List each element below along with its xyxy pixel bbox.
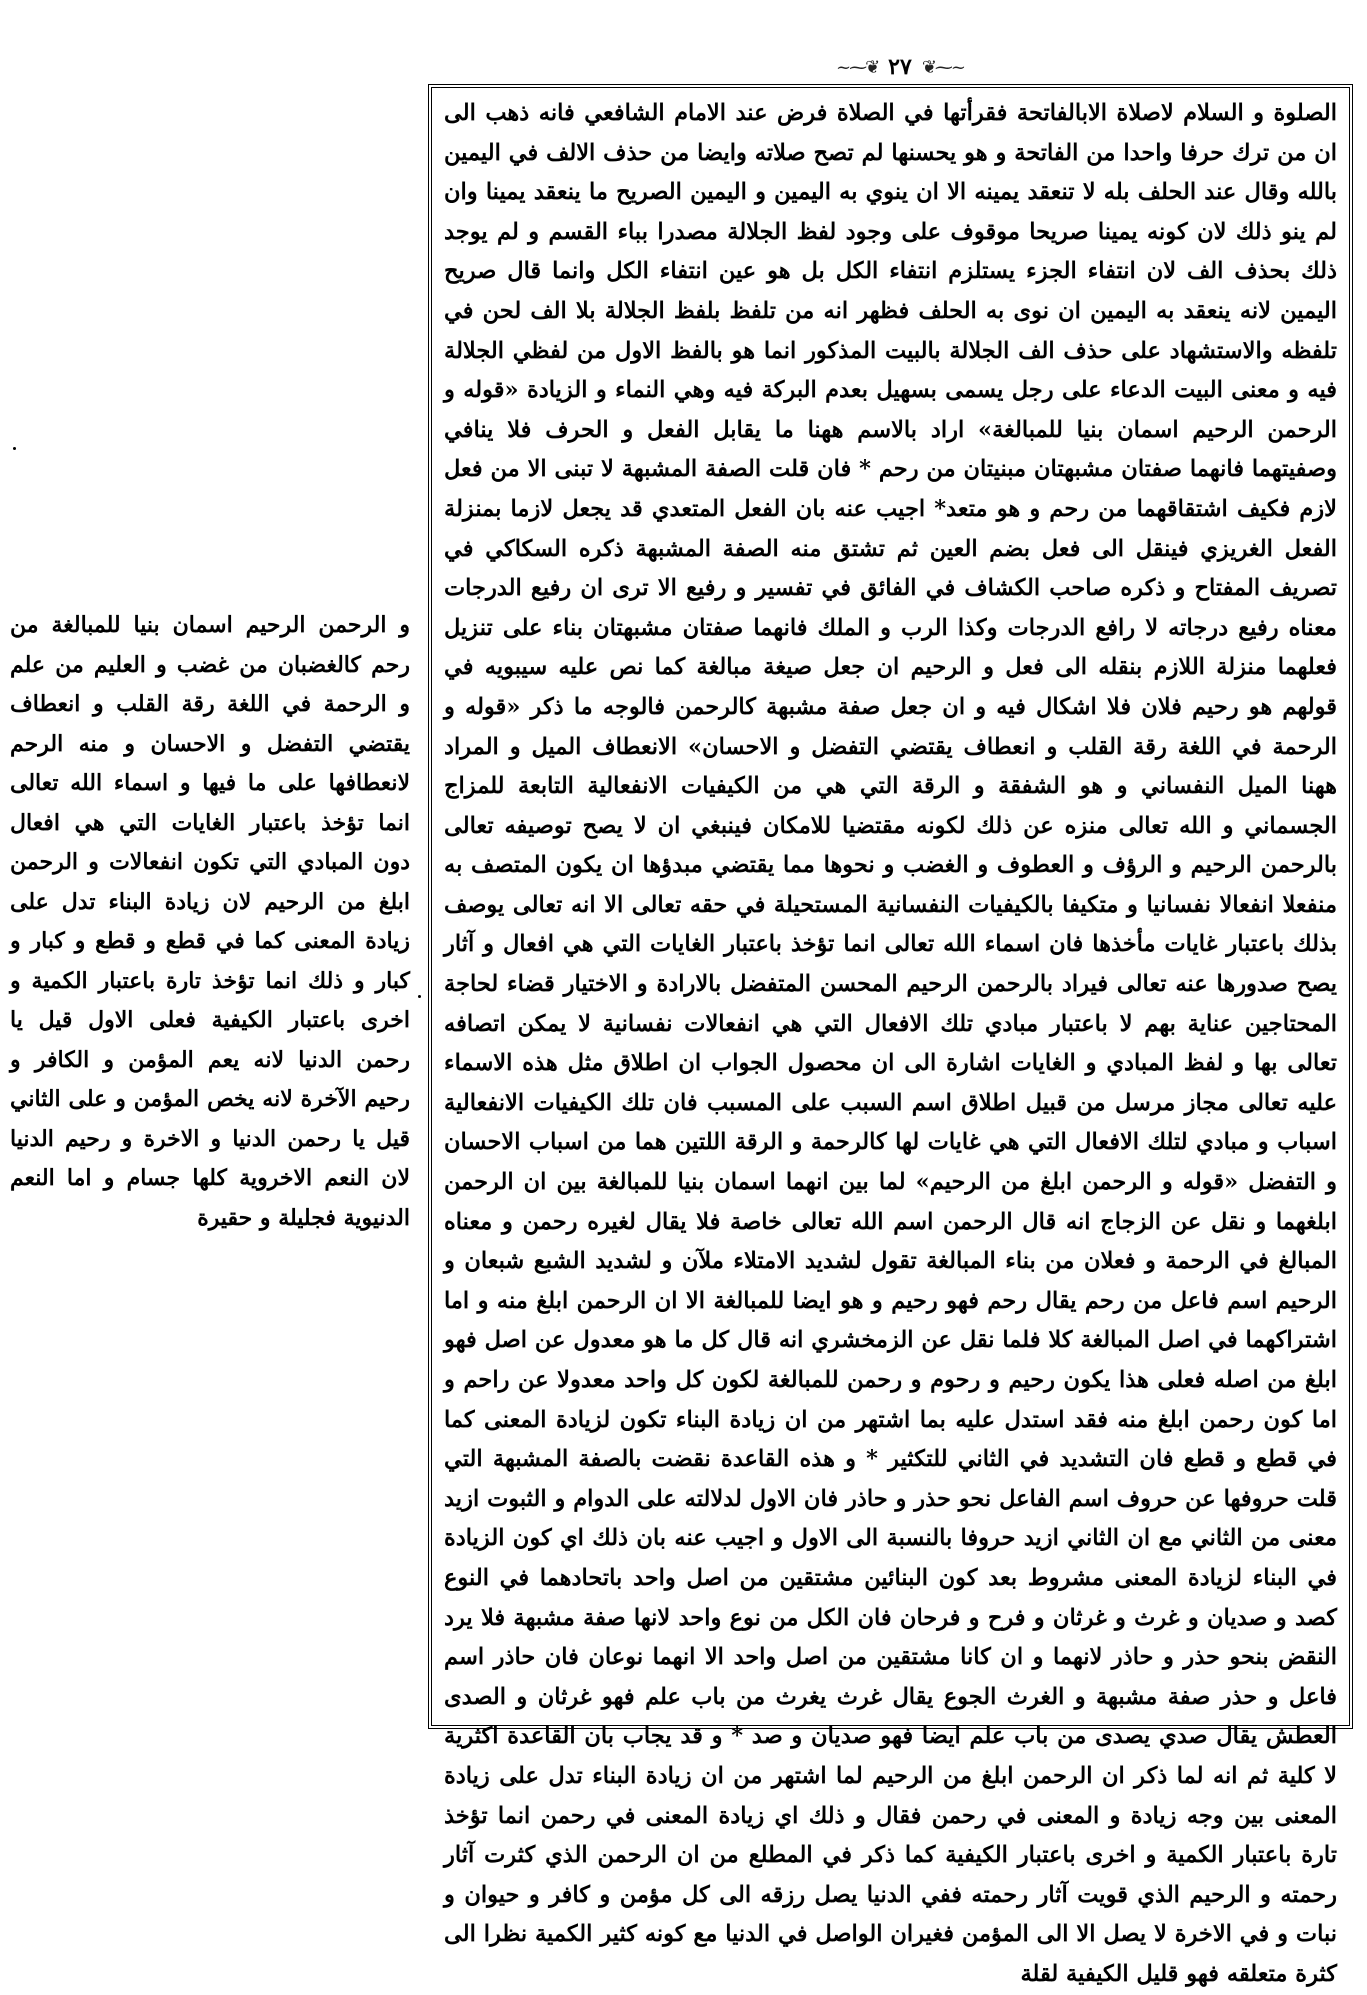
stray-mark xyxy=(418,995,421,998)
margin-note-column xyxy=(10,606,410,1238)
ornament-left-icon: ~⁓❦ xyxy=(836,56,879,78)
page-header xyxy=(800,52,1000,82)
main-paragraph: الصلوة و السلام لاصلاة الابالفاتحة فقرأتها في الصلاة فرض عند الامام الشافعي فانه ذهب الى ان من ترك حرفا واحدا من الفاتحة و هو يحسنها لم تصح صلاته وايضا من حذف الالف في اليمين بالله وقال عند الحلف بله لا تنعقد يمينه الا ان ينوي به اليمين و اليمين الصريح ما ينعقد يمينا وان لم ينو ذلك لان كونه يمينا صريحا موقوف على وجود لفظ الجلالة مصدرا بباء القسم و لم يوجد ذلك بحذف الف لان انتفاء الجزء يستلزم انتفاء الكل بل هو عين انتفاء الكل وانما قال صريح اليمين لانه ينعقد به اليمين ان نوى به الحلف فظهر انه من تلفظ بلفظ الجلالة بلا الف لحن في تلفظه والاستشهاد على حذف الف الجلالة بالبيت المذكور انما هو بالفظ الاول من لفظي الجلالة فيه و معنى البيت الدعاء على رجل يسمى بسهيل بعدم البركة فيه وهي النماء و الزيادة «قوله و الرحمن الرحيم اسمان بنيا للمبالغة» اراد بالاسم ههنا ما يقابل الفعل و الحرف فلا ينافي وصفيتهما فانهما صفتان مشبهتان مبنيتان من رحم * فان قلت الصفة المشبهة لا تبنى الا من فعل لازم فكيف اشتقاقهما من رحم و هو متعد* اجيب عنه بان الفعل المتعدي قد يجعل لازما بمنزلة الفعل الغريزي فينقل الى فعل بضم العين ثم تشتق منه الصفة المشبهة ذكره السكاكي في تصريف المفتاح و ذكره صاحب الكشاف في الفائق في تفسير و رفيع الا ترى ان رفيع الدرجات معناه رفيع درجاته لا رافع الدرجات وكذا الرب و الملك فانهما صفتان مشبهتان بناء على تنزيل فعلهما منزلة اللازم بنقله الى فعل و الرحيم ان جعل صيغة مبالغة كما نص عليه سيبويه في قولهم هو رحيم فلان فلا اشكال فيه و ان جعل صفة مشبهة كالرحمن فالوجه ما ذكر «قوله و الرحمة في اللغة رقة القلب و انعطاف يقتضي التفضل و الاحسان» الانعطاف الميل و المراد ههنا الميل النفساني و هو الشفقة و الرقة التي هي من الكيفيات الانفعالية التابعة للمزاج الجسماني و الله تعالى منزه عن ذلك لكونه مقتضيا للامكان فينبغي ان لا يصح توصيفه تعالى بالرحمن الرحيم و الرؤف و العطوف و الغضب و نحوها مما يقتضي مبدؤها ان يكون المتصف به منفعلا انفعالا نفسانيا و متكيفا بالكيفيات النفسانية المستحيلة في حقه تعالى الا انه تعالى يوصف بذلك باعتبار غايات مأخذها فان اسماء الله تعالى انما تؤخذ باعتبار الغايات التي هي افعال و آثار يصح صدورها عنه تعالى فيراد بالرحمن الرحيم المحسن المتفضل بالارادة و الاختيار قضاء لحاجة المحتاجين عناية بهم لا باعتبار مبادي تلك الافعال التي هي انفعالات نفسانية لا يمكن اتصافه تعالى بها و لفظ المبادي و الغايات اشارة الى ان محصول الجواب ان اطلاق مثل هذه الاسماء عليه تعالى مجاز مرسل من قبيل اطلاق اسم السبب على المسبب فان تلك الكيفيات الانفعالية اسباب و مبادي لتلك الافعال التي هي غايات لها كالرحمة و الرقة اللتين هما من اسباب الاحسان و التفضل «قوله و الرحمن ابلغ من الرحيم» لما بين انهما اسمان بنيا للمبالغة بين ان الرحمن ابلغهما و نقل عن الزجاج انه قال الرحمن اسم الله تعالى خاصة فلا يقال لغيره رحمن و معناه المبالغ في الرحمة و فعلان من بناء المبالغة تقول لشديد الامتلاء ملآن و لشديد الشبع شبعان و الرحيم اسم فاعل من رحم يقال رحم فهو رحيم و هو ايضا للمبالغة الا ان الرحمن ابلغ منه و اما اشتراكهما في اصل المبالغة كلا فلما نقل عن الزمخشري انه قال كل ما هو معدول عن اصل فهو ابلغ من اصله فعلى هذا يكون رحيم و رحوم و رحمن للمبالغة لكون كل واحد معدولا عن راحم و اما كون رحمن ابلغ منه فقد استدل عليه بما اشتهر من ان زيادة البناء تكون لزيادة المعنى كما في قطع و قطع فان التشديد في الثاني للتكثير * و هذه القاعدة نقضت بالصفة المشبهة التي قلت حروفها عن حروف اسم الفاعل نحو حذر و حاذر فان الاول لدلالته على الدوام و الثبوت ازيد معنى من الثاني مع ان الثاني ازيد حروفا بالنسبة الى الاول و اجيب عنه بان ذلك اي كون الزيادة في البناء لزيادة المعنى مشروط بعد كون البنائين مشتقين من اصل واحد باتحادهما في النوع كصد و صديان و غرث و غرثان و فرح و فرحان فان الكل من نوع واحد لانها صفة مشبهة فلا يرد النقض بنحو حذر و حاذر لانهما و ان كانا مشتقين من اصل واحد الا انهما نوعان فان حاذر اسم فاعل و حذر صفة مشبهة و الغرث الجوع يقال غرث يغرث من باب علم فهو غرثان و الصدى العطش يقال صدي يصدى من باب علم ايضا فهو صديان و صد * و قد يجاب بان القاعدة اكثرية لا كلية ثم انه لما ذكر ان الرحمن ابلغ من الرحيم لما اشتهر من ان زيادة البناء تدل على زيادة المعنى بين وجه زيادة و المعنى في رحمن فقال و ذلك اي زيادة المعنى في رحمن انما تؤخذ تارة باعتبار الكمية و اخرى باعتبار الكيفية كما ذكر في المطلع من ان الرحمن الذي كثرت آثار رحمته و الرحيم الذي قويت آثار رحمته ففي الدنيا يصل رزقه الى كل مؤمن و كافر و حيوان و نبات و في الاخرة لا يصل الا الى المؤمن فغيران الواصل في الدنيا مع كونه كثير الكمية نظرا الى كثرة متعلقه فهو قليل الكيفية لقلة xyxy=(444,100,1338,1987)
main-text-frame xyxy=(428,84,1353,1987)
page-number: ٢٧ xyxy=(888,54,912,80)
ornament-right-icon: ❦⁓~ xyxy=(921,56,964,78)
margin-note: و الرحمن الرحيم اسمان بنيا للمبالغة من رحم كالغضبان من غضب و العليم من علم و الرحمة في اللغة رقة القلب و انعطاف يقتضي التفضل و الاحسان و منه الرحم لانعطافها على ما فيها و اسماء الله تعالى انما تؤخذ باعتبار الغايات التي هي افعال دون المبادي التي تكون انفعالات و الرحمن ابلغ من الرحيم لان زيادة البناء تدل على زيادة المعنى كما في قطع و قطع و كبار و كبار و ذلك انما تؤخذ تارة باعتبار الكمية و اخرى باعتبار الكيفية فعلى الاول قيل يا رحمن الدنيا لانه يعم المؤمن و الكافر و رحيم الآخرة لانه يخص المؤمن و على الثاني قيل يا رحمن الدنيا و الاخرة و رحيم الدنيا لان النعم الاخروية كلها جسام و اما النعم الدنيوية فجليلة و حقيرة xyxy=(10,612,410,1231)
stray-mark xyxy=(13,447,16,450)
main-text-body xyxy=(444,94,1337,1995)
